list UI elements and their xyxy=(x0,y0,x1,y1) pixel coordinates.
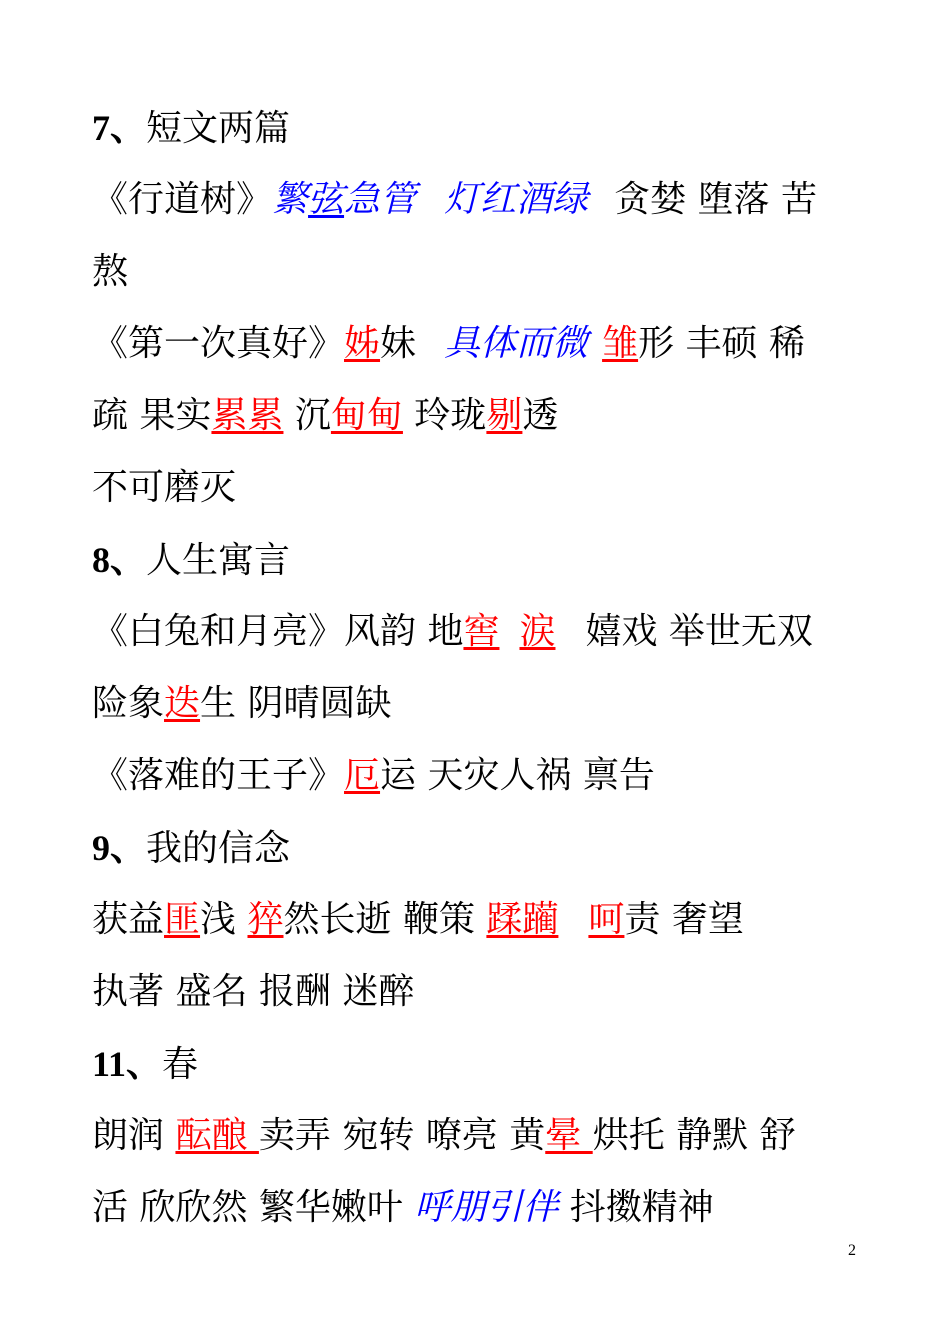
text-run: 形 丰硕 稀 xyxy=(638,323,805,364)
text-run: 卖弄 宛转 嘹亮 黄 xyxy=(258,1115,546,1156)
vocab-line xyxy=(92,164,862,236)
page-number: 2 xyxy=(848,1242,856,1259)
section-number: 9、 xyxy=(92,828,147,868)
section-heading-8 xyxy=(92,524,862,596)
section-heading-9 xyxy=(92,812,862,884)
idiom-highlight: 急管 xyxy=(344,179,417,220)
text-run: 嬉戏 举世无双 xyxy=(585,611,813,652)
text-run: 《行道树》 xyxy=(92,179,273,220)
text-run: 朗润 xyxy=(92,1115,176,1156)
key-char: 迭 xyxy=(164,683,201,724)
key-char: 呵 xyxy=(588,899,625,940)
key-char: 蹂躏 xyxy=(486,899,559,940)
text-run: 贪婪 堕落 苦 xyxy=(614,179,817,220)
key-char: 窖 xyxy=(463,611,500,652)
text-run: 沉 xyxy=(283,395,331,436)
vocab-line xyxy=(92,236,862,308)
section-title: 春 xyxy=(162,1044,199,1085)
key-char: 姊 xyxy=(344,323,381,364)
text-run: 《落难的王子》 xyxy=(92,755,345,796)
section-heading-11 xyxy=(92,1028,862,1100)
text-run: 《白兔和月亮》风韵 地 xyxy=(92,611,464,652)
text-run: 《第一次真好》 xyxy=(92,323,345,364)
section-number: 7、 xyxy=(92,108,147,148)
vocab-line xyxy=(92,668,862,740)
text-run: 妹 xyxy=(380,323,417,364)
text-run: 执著 盛名 报酬 迷醉 xyxy=(92,971,415,1012)
key-char: 晕 xyxy=(545,1115,593,1156)
section-title: 短文两篇 xyxy=(146,108,291,149)
vocab-line xyxy=(92,884,862,956)
vocab-line xyxy=(92,308,862,380)
text-run: 活 欣欣然 繁华嫩叶 xyxy=(92,1187,415,1228)
vocab-line xyxy=(92,596,862,668)
idiom-highlight: 灯红酒绿 xyxy=(444,179,589,220)
key-char: 甸甸 xyxy=(330,395,403,436)
section-number: 11、 xyxy=(92,1044,163,1084)
key-char: 涙 xyxy=(519,611,556,652)
key-char: 厄 xyxy=(344,755,381,796)
text-run: 抖擞精神 xyxy=(558,1187,714,1228)
idiom-highlight: 具体而微 xyxy=(444,323,589,364)
text-run: 疏 果实 xyxy=(92,395,212,436)
key-char: 累累 xyxy=(211,395,284,436)
text-run: 获益 xyxy=(92,899,165,940)
key-char: 弦 xyxy=(308,179,345,220)
text-run: 责 奢望 xyxy=(624,899,744,940)
text-run: 然长逝 鞭策 xyxy=(283,899,487,940)
document-body xyxy=(92,92,862,1244)
vocab-line xyxy=(92,380,862,452)
vocab-line xyxy=(92,1100,862,1172)
vocab-line xyxy=(92,740,862,812)
section-title: 我的信念 xyxy=(146,828,291,869)
text-run: 烘托 静默 舒 xyxy=(592,1115,796,1156)
text-run: 浅 xyxy=(200,899,248,940)
text-run: 透 xyxy=(522,395,559,436)
vocab-line xyxy=(92,452,862,524)
idiom-highlight: 呼朋引伴 xyxy=(414,1187,559,1228)
idiom-highlight: 繁 xyxy=(272,179,309,220)
vocab-line xyxy=(92,956,862,1028)
section-title: 人生寓言 xyxy=(146,540,291,581)
text-run: 生 阴晴圆缺 xyxy=(200,683,392,724)
text-run: 熬 xyxy=(92,251,129,292)
text-run: 玲珑 xyxy=(402,395,487,436)
text-run: 险象 xyxy=(92,683,165,724)
text-run: 不可磨灭 xyxy=(92,467,237,508)
section-number: 8、 xyxy=(92,540,147,580)
vocab-line xyxy=(92,1172,862,1244)
key-char: 匪 xyxy=(164,899,201,940)
key-char: 雏 xyxy=(602,323,639,364)
key-char: 酝酿 xyxy=(175,1115,259,1156)
key-char: 猝 xyxy=(247,899,284,940)
section-heading-7 xyxy=(92,92,862,164)
key-char: 剔 xyxy=(486,395,523,436)
text-run: 运 天灾人祸 禀告 xyxy=(380,755,655,796)
